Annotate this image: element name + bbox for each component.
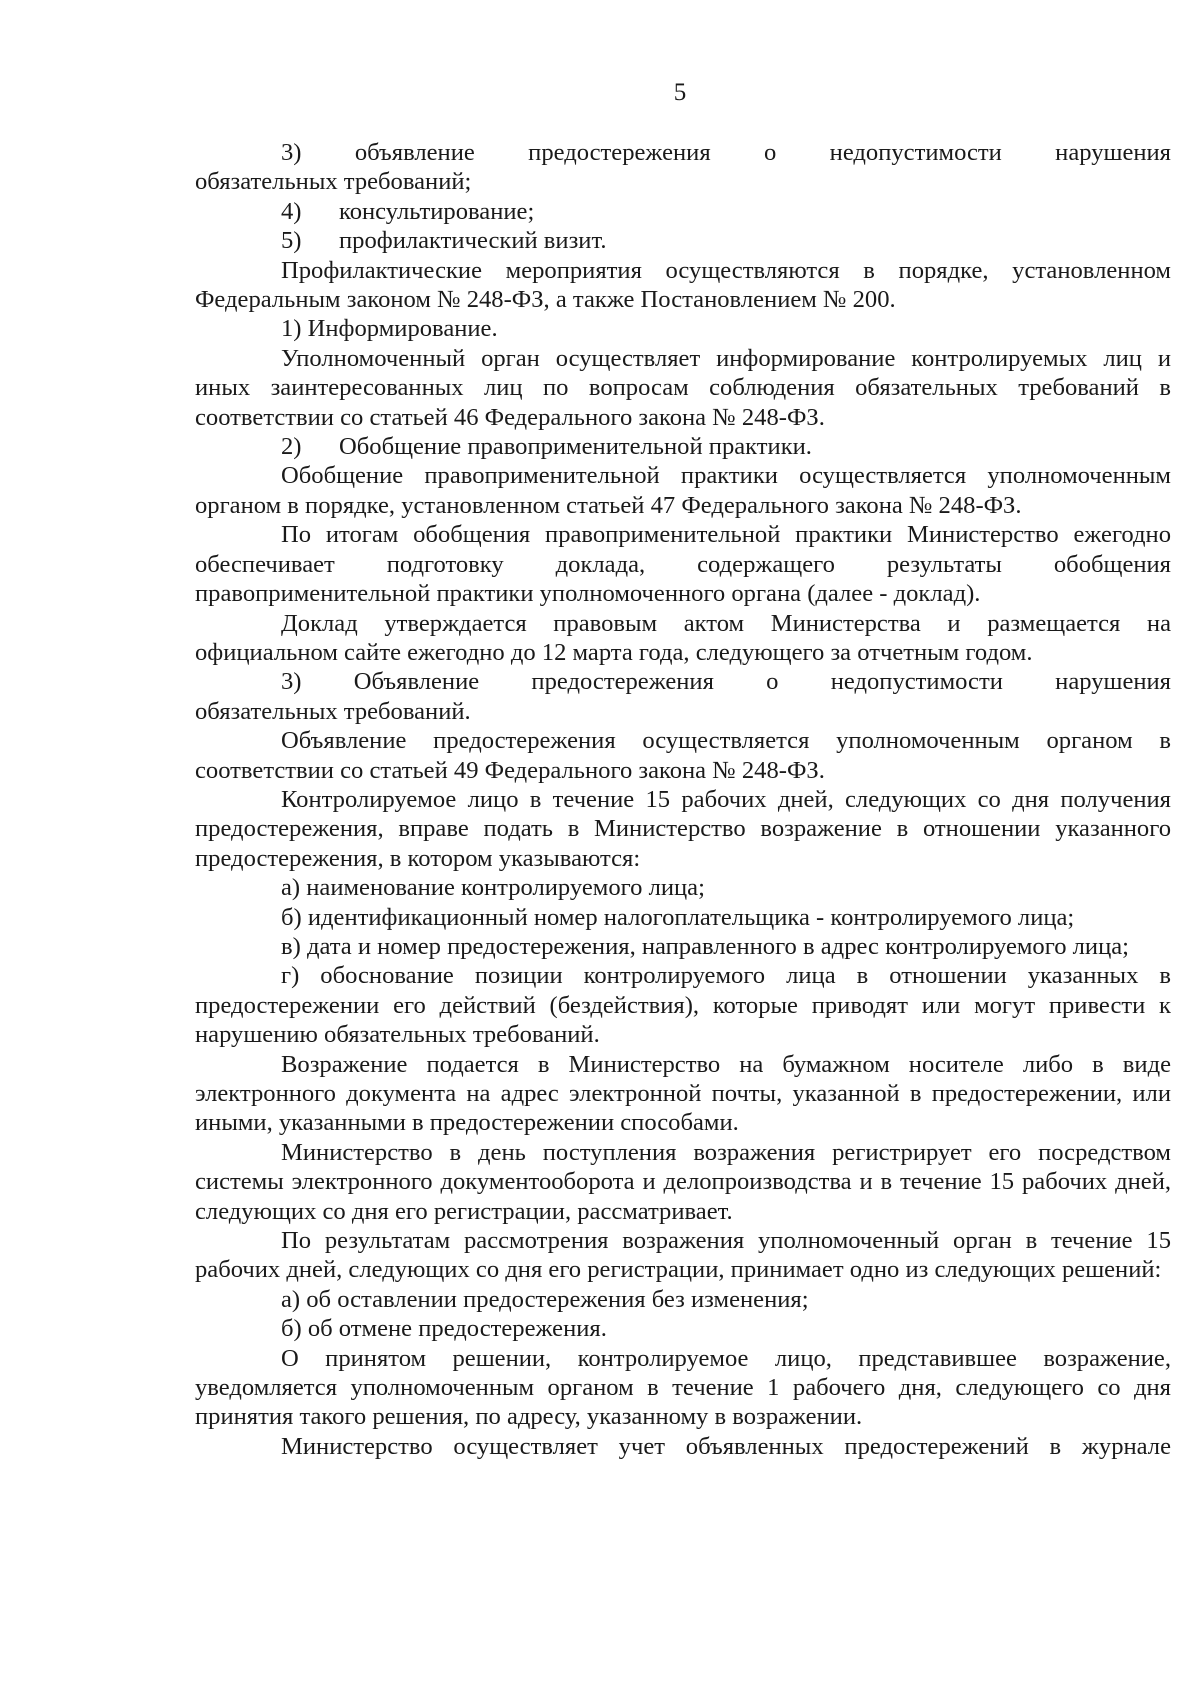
paragraph: Уполномоченный орган осуществляет информирование контролируемых лиц и иных заинтересованных лиц по вопросам соблюдения обязательных требований в соответствии со статьей 46 Федерального закона № 248-ФЗ.	[195, 344, 1171, 431]
paragraph: Возражение подается в Министерство на бумажном носителе либо в виде электронного документа на адрес электронной почты, указанной в предостережении, или иными, указанными в предостережении способами.	[195, 1050, 1171, 1137]
list-item-g: г) обоснование позиции контролируемого лица в отношении указанных в предостережении его действий (бездействия), которые приводят или могут привести к нарушению обязательных требований.	[195, 962, 1171, 1049]
paragraph-continuation: обязательных требований.	[195, 697, 471, 725]
paragraph-continuation: обязательных требований;	[195, 168, 472, 196]
list-number: 4)	[281, 197, 302, 225]
list-text: Обобщение правоприменительной практики.	[339, 433, 812, 461]
paragraph-last-line: Министерство осуществляет учет объявленных предостережений в журнале	[281, 1432, 1171, 1460]
paragraph: О принятом решении, контролируемое лицо, представившее возражение, уведомляется уполномоченным органом в течение 1 рабочего дня, следующего со дня принятия такого решения, по адресу, указанному в возражении.	[195, 1344, 1171, 1431]
list-item-v: в) дата и номер предостережения, направленного в адрес контролируемого лица;	[281, 932, 1129, 960]
list-item-a: а) наименование контролируемого лица;	[281, 874, 705, 902]
section-heading-generalization	[195, 432, 1171, 461]
list-number: 2)	[281, 433, 302, 461]
paragraph: По итогам обобщения правоприменительной практики Министерство ежегодно обеспечивает подготовку доклада, содержащего результаты обобщения правоприменительной практики уполномоченного органа (далее - доклад).	[195, 521, 1171, 608]
list-number: 5)	[281, 227, 302, 255]
list-text: консультирование;	[339, 197, 535, 225]
paragraph: Контролируемое лицо в течение 15 рабочих дней, следующих со дня получения предостережения, вправе подать в Министерство возражение в отношении указанного предостережения, в котором указываются:	[195, 785, 1171, 872]
list-item-b: б) об отмене предостережения.	[281, 1315, 607, 1343]
paragraph: Доклад утверждается правовым актом Министерства и размещается на официальном сайте ежегодно до 12 марта года, следующего за отчетным годом.	[195, 609, 1171, 666]
paragraph: По результатам рассмотрения возражения уполномоченный орган в течение 15 рабочих дней, следующих со дня его регистрации, принимает одно из следующих решений:	[195, 1227, 1171, 1284]
list-item-warning-announcement: 3) объявление предостережения о недопустимости нарушения	[281, 139, 1171, 166]
paragraph: Обобщение правоприменительной практики осуществляется уполномоченным органом в порядке, установленном статьей 47 Федерального закона № 248-ФЗ.	[195, 462, 1171, 519]
list-text: профилактический визит.	[339, 227, 607, 255]
list-item-b: б) идентификационный номер налогоплательщика - контролируемого лица;	[281, 903, 1075, 931]
list-item-a: а) об оставлении предостережения без изменения;	[281, 1285, 809, 1313]
paragraph: Министерство в день поступления возражения регистрирует его посредством системы электронного документооборота и делопроизводства и в течение 15 рабочих дней, следующих со дня его регистрации, рассматривает.	[195, 1138, 1171, 1225]
list-item-preventive-visit	[195, 226, 1171, 255]
list-item-consulting	[195, 197, 1171, 226]
section-heading-informing: 1) Информирование.	[281, 315, 498, 343]
page-number: 5	[673, 79, 687, 106]
paragraph: Профилактические мероприятия осуществляются в порядке, установленном Федеральным законом № 248-ФЗ, а также Постановлением № 200.	[195, 256, 1171, 314]
section-heading-warning: 3) Объявление предостережения о недопустимости нарушения	[281, 668, 1171, 696]
document-body	[195, 138, 1171, 1461]
paragraph: Объявление предостережения осуществляется уполномоченным органом в соответствии со статьей 49 Федерального закона № 248-ФЗ.	[195, 727, 1171, 784]
